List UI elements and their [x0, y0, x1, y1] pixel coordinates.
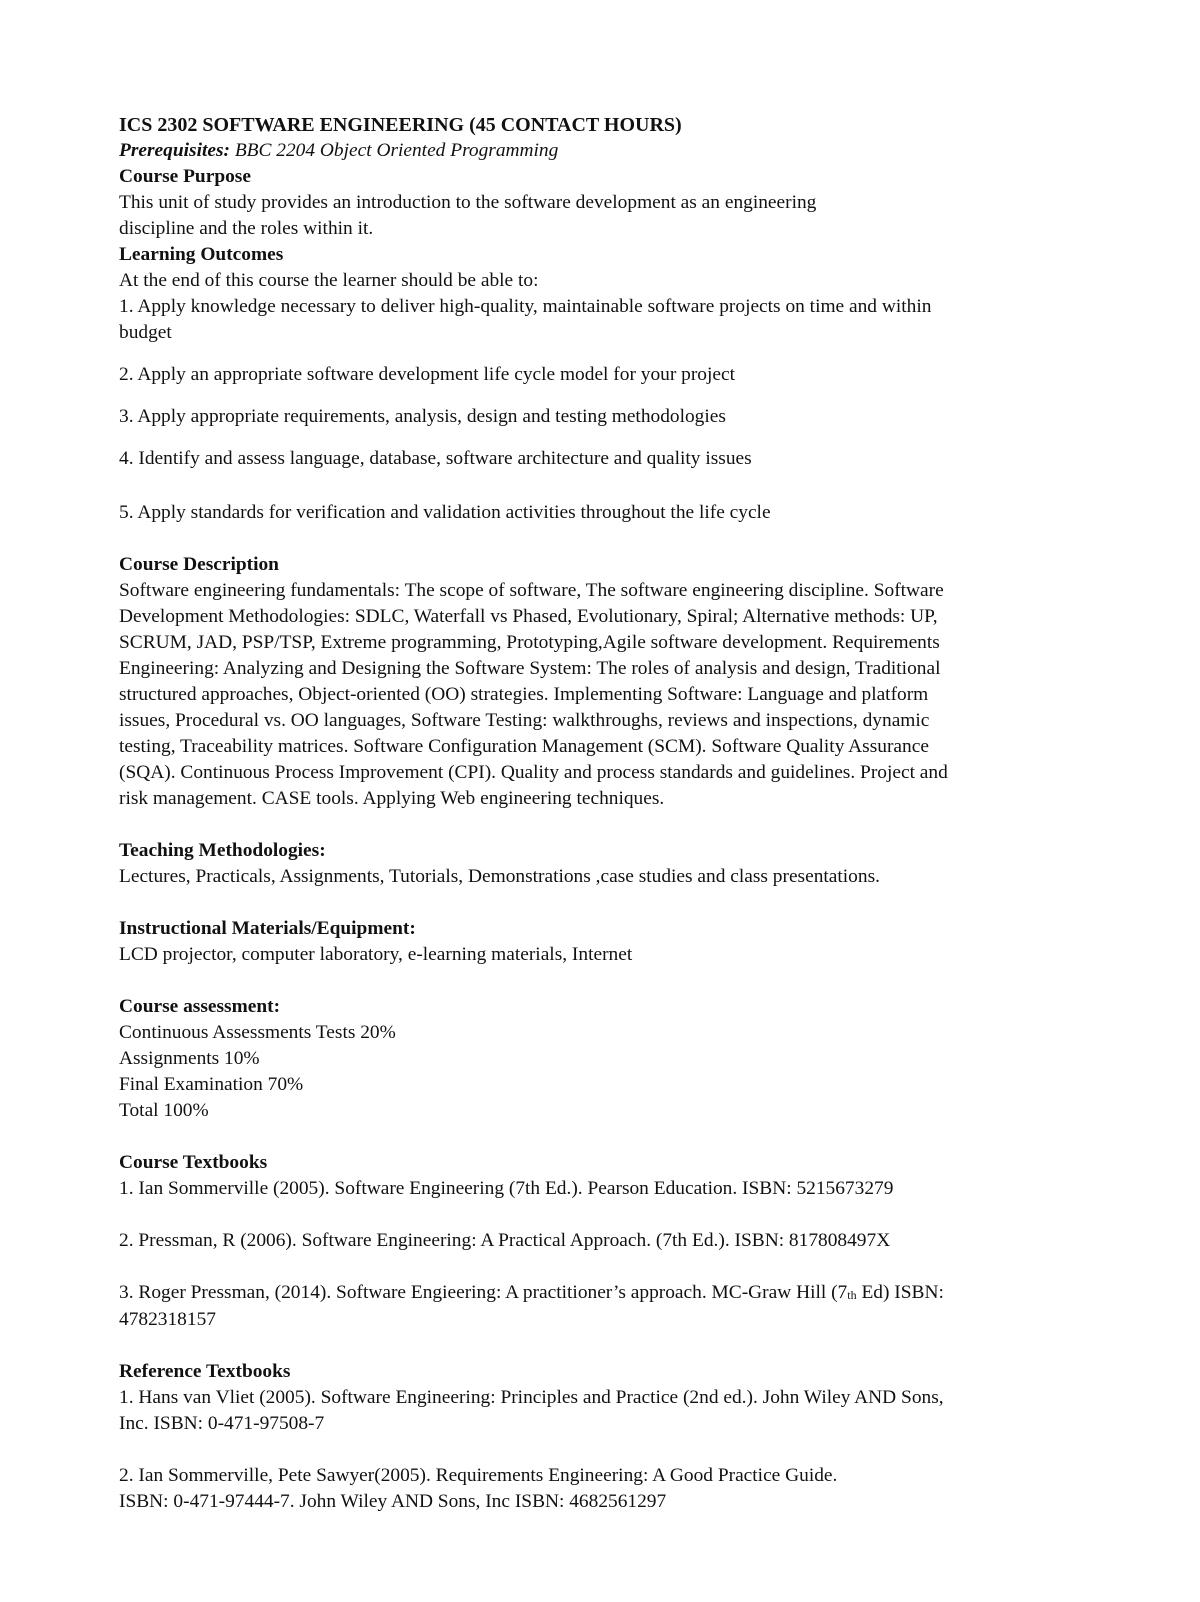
outcome-3: 3. Apply appropriate requirements, analysis, design and testing methodologies — [119, 406, 726, 427]
outcome-5: 5. Apply standards for verification and validation activities throughout the life cycle — [119, 502, 771, 523]
textbook-3-text: 3. Roger Pressman, (2014). Software Engieering: A practitioner’s approach. MC-Graw Hill (7 — [119, 1282, 848, 1303]
prerequisites-label: Prerequisites: — [119, 140, 230, 161]
course-assessment-heading: Course assessment: — [119, 996, 281, 1017]
assessment-item: Continuous Assessments Tests 20% — [119, 1022, 396, 1043]
assessment-item: Total 100% — [119, 1100, 209, 1121]
textbook-2: 2. Pressman, R (2006). Software Engineering: A Practical Approach. (7th Ed.). ISBN: 817808497X — [119, 1230, 891, 1251]
course-description-line: Software engineering fundamentals: The scope of software, The software engineering discipline. Software — [119, 580, 944, 601]
reference-2-line-1: 2. Ian Sommerville, Pete Sawyer(2005). Requirements Engineering: A Good Practice Guide. — [119, 1465, 838, 1486]
course-description-line: Development Methodologies: SDLC, Waterfall vs Phased, Evolutionary, Spiral; Alternative methods: UP, — [119, 606, 938, 627]
outcome-1-line-1: 1. Apply knowledge necessary to deliver high-quality, maintainable software projects on time and within — [119, 296, 932, 317]
outcome-1-line-2: budget — [119, 322, 172, 343]
textbook-1: 1. Ian Sommerville (2005). Software Engineering (7th Ed.). Pearson Education. ISBN: 5215673279 — [119, 1178, 894, 1199]
course-textbooks-heading: Course Textbooks — [119, 1152, 268, 1173]
outcome-2: 2. Apply an appropriate software development life cycle model for your project — [119, 364, 735, 385]
course-description-line: testing, Traceability matrices. Software Configuration Management (SCM). Software Quality Assurance — [119, 736, 929, 757]
reference-1-line-2: Inc. ISBN: 0-471-97508-7 — [119, 1413, 325, 1434]
reference-textbooks-heading: Reference Textbooks — [119, 1361, 291, 1382]
course-description-line: structured approaches, Object-oriented (OO) strategies. Implementing Software: Language and platform — [119, 684, 929, 705]
outcome-4: 4. Identify and assess language, database, software architecture and quality issues — [119, 448, 752, 469]
instructional-materials-heading: Instructional Materials/Equipment: — [119, 918, 416, 939]
course-description-line: SCRUM, JAD, PSP/TSP, Extreme programming, Prototyping,Agile software development. Requirements — [119, 632, 940, 653]
instructional-materials-text: LCD projector, computer laboratory, e-learning materials, Internet — [119, 944, 633, 965]
course-description-line: issues, Procedural vs. OO languages, Software Testing: walkthroughs, reviews and inspections, dynamic — [119, 710, 930, 731]
assessment-item: Final Examination 70% — [119, 1074, 304, 1095]
textbook-3-superscript: th — [847, 1288, 857, 1302]
course-purpose-heading: Course Purpose — [119, 166, 251, 187]
course-description-line: risk management. CASE tools. Applying Web engineering techniques. — [119, 788, 665, 809]
learning-outcomes-heading: Learning Outcomes — [119, 244, 284, 265]
document-page — [119, 112, 1099, 1515]
teaching-methodologies-heading: Teaching Methodologies: — [119, 840, 326, 861]
prerequisites-value: BBC 2204 Object Oriented Programming — [234, 140, 559, 161]
textbook-3-line-1 — [119, 1280, 1099, 1307]
textbook-3-text-end: Ed) ISBN: — [856, 1282, 944, 1303]
learning-outcomes-intro: At the end of this course the learner should be able to: — [119, 270, 539, 291]
teaching-methodologies-text: Lectures, Practicals, Assignments, Tutorials, Demonstrations ,case studies and class presentations. — [119, 866, 880, 887]
textbook-3-line-2: 4782318157 — [119, 1309, 216, 1330]
assessment-item: Assignments 10% — [119, 1048, 260, 1069]
reference-1-line-1: 1. Hans van Vliet (2005). Software Engineering: Principles and Practice (2nd ed.). John Wiley AND Sons, — [119, 1387, 944, 1408]
course-title: ICS 2302 SOFTWARE ENGINEERING (45 CONTACT HOURS) — [119, 114, 682, 136]
course-purpose-line-1: This unit of study provides an introduction to the software development as an engineering — [119, 192, 817, 213]
course-description-heading: Course Description — [119, 554, 279, 575]
reference-2-line-2: ISBN: 0-471-97444-7. John Wiley AND Sons, Inc ISBN: 4682561297 — [119, 1491, 667, 1512]
course-purpose-line-2: discipline and the roles within it. — [119, 218, 374, 239]
course-description-line: Engineering: Analyzing and Designing the Software System: The roles of analysis and design, Traditional — [119, 658, 941, 679]
course-description-line: (SQA). Continuous Process Improvement (CPI). Quality and process standards and guidelines. Project and — [119, 762, 948, 783]
prerequisites — [119, 138, 1099, 164]
